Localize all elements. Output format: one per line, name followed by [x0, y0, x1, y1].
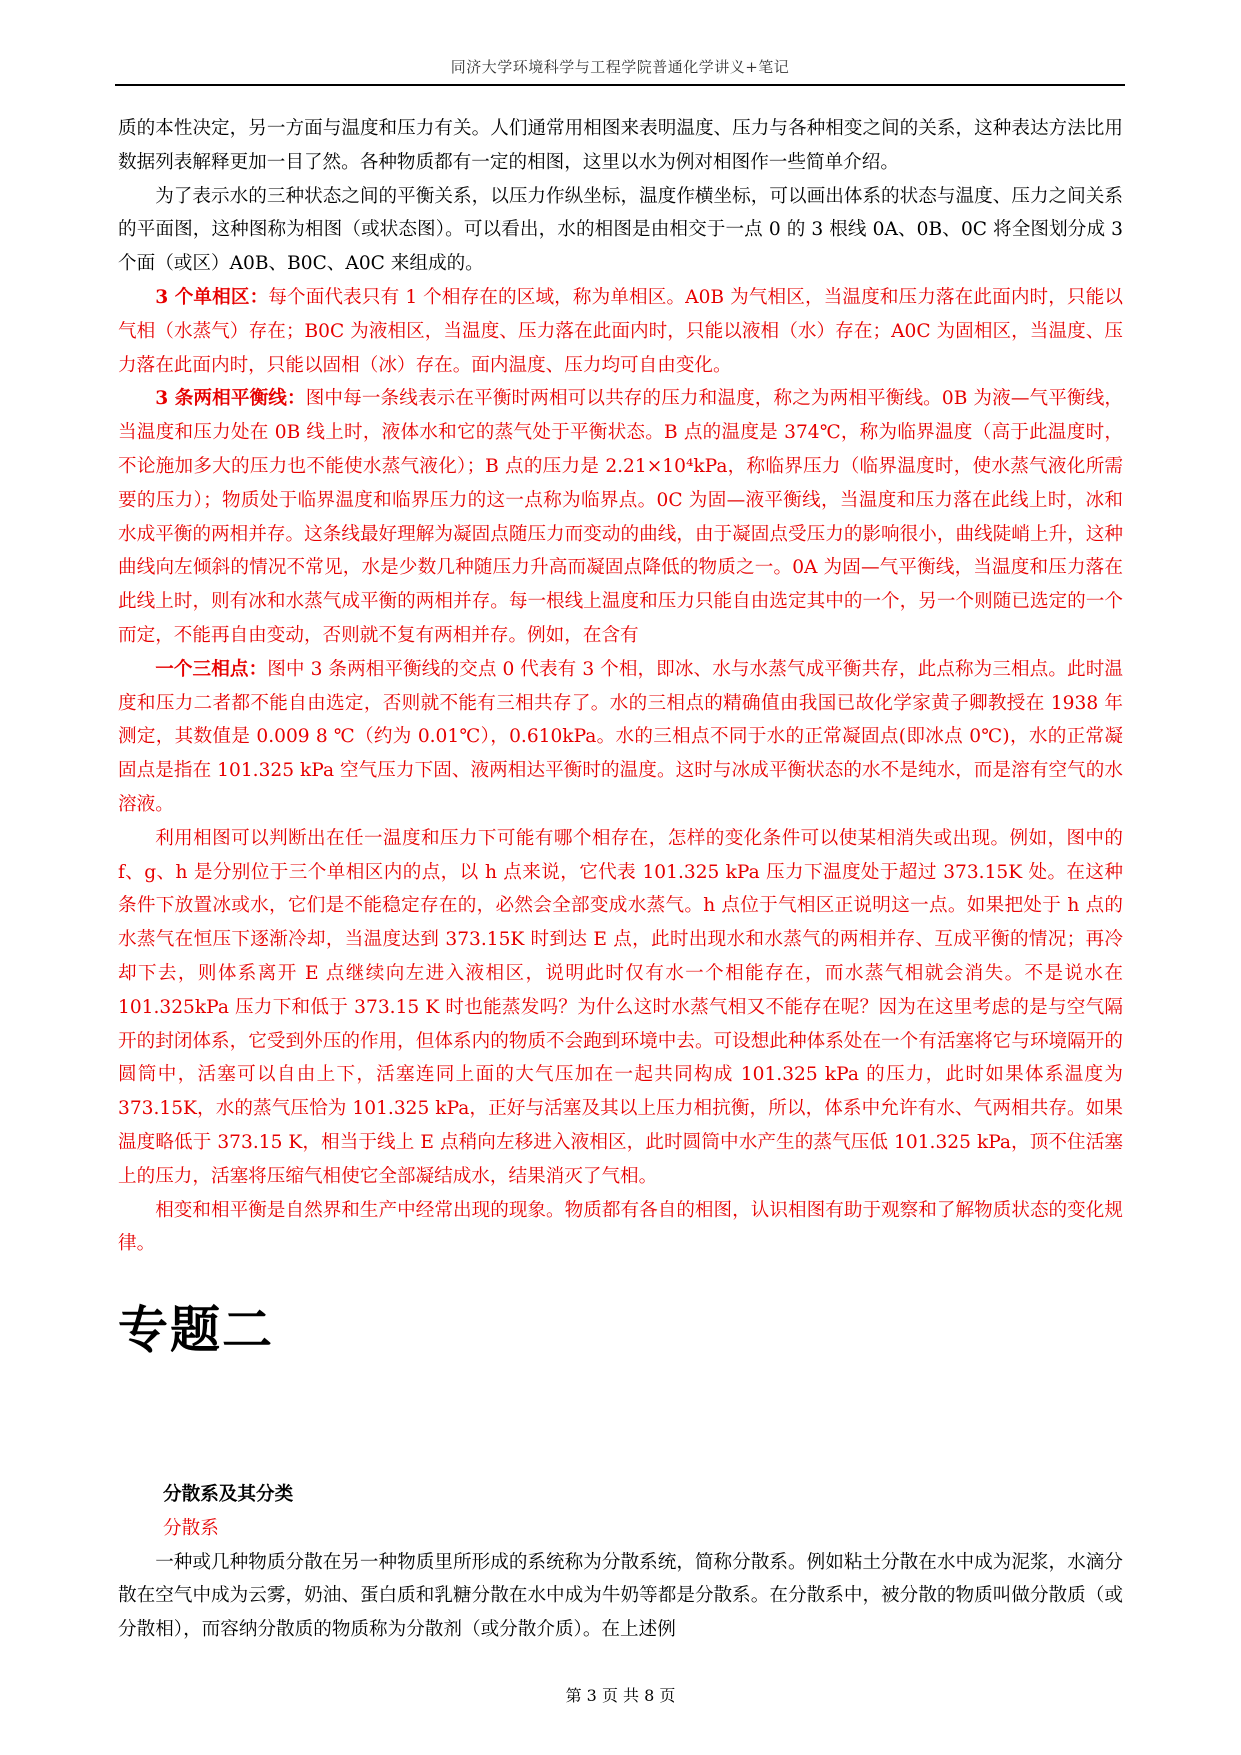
paragraph-summary: 相变和相平衡是自然界和生产中经常出现的现象。物质都有各自的相图，认识相图有助于观察和了解物质状态的变化规律。 — [118, 1199, 1123, 1255]
section-heading: 分散系及其分类 — [163, 1484, 294, 1505]
section-paragraph: 一种或几种物质分散在另一种物质里所形成的系统称为分散系统，简称分散系。例如粘土分散在水中成为泥浆，水滴分散在空气中成为云雾，奶油、蛋白质和乳糖分散在水中成为牛奶等都是分散系。在分散系中，被分散的物质叫做分散质（或分散相），而容纳分散质的物质称为分散剂（或分散介质）。在上述例 — [118, 1551, 1123, 1641]
term-triple-point: 一个三相点： — [155, 658, 268, 680]
main-body — [118, 112, 1123, 1261]
term-single-phase: 3 个单相区： — [155, 286, 269, 308]
text-single-phase: 每个面代表只有 1 个相存在的区域，称为单相区。A0B 为气相区，当温度和压力落在此面内时，只能以气相（水蒸气）存在；B0C 为液相区，当温度、压力落在此面内时，只能以液相（水）存在；A0C 为固相区，当温度、压力落在此面内时，只能以固相（冰）存在。面内温度、压力均可自由变化。 — [118, 286, 1123, 376]
section-dispersion — [118, 1478, 1123, 1647]
header-divider — [115, 84, 1125, 86]
text-triple-point: 图中 3 条两相平衡线的交点 0 代表有 3 个相，即冰、水与水蒸气成平衡共存，此点称为三相点。此时温度和压力二者都不能自由选定，否则就不能有三相共存了。水的三相点的精确值由我国已故化学家黄子卿教授在 1938 年测定，其数值是 0.009 8 ℃（约为 0.01℃），0.610kPa。水的三相点不同于水的正常凝固点(即冰点 0℃)，水的正常凝固点是指在 101.325 kPa 空气压力下固、液两相达平衡时的温度。这时与冰成平衡状态的水不是纯水，而是溶有空气的水溶液。 — [118, 658, 1123, 815]
page-number: 第 3 页 共 8 页 — [565, 1686, 676, 1705]
paragraph-phase-usage: 利用相图可以判断出在任一温度和压力下可能有哪个相存在，怎样的变化条件可以使某相消失或出现。例如，图中的 f、g、h 是分别位于三个单相区内的点，以 h 点来说，它代表 101.325 kPa 压力下温度处于超过 373.15K 处。在这种条件下放置冰或水，它们是不能稳定存在的，必然会全部变成水蒸气。h 点位于气相区正说明这一点。如果把处于 h 点的水蒸气在恒压下逐渐冷却，当温度达到 373.15K 时到达 E 点，此时出现水和水蒸气的两相并存、互成平衡的情况；再冷却下去，则体系离开 E 点继续向左进入液相区，说明此时仅有水一个相能存在，而水蒸气相就会消失。不是说水在 101.325kPa 压力下和低于 373.15 K 时也能蒸发吗？为什么这时水蒸气相又不能存在呢？因为在这里考虑的是与空气隔开的封闭体系，它受到外压的作用，但体系内的物质不会跑到环境中去。可设想此种体系处在一个有活塞将它与环境隔开的圆筒中，活塞可以自由上下，活塞连同上面的大气压加在一起共同构成 101.325 kPa 的压力，此时如果体系温度为 373.15K，水的蒸气压恰为 101.325 kPa，正好与活塞及其以上压力相抗衡，所以，体系中允许有水、气两相共存。如果温度略低于 373.15 K，相当于线上 E 点稍向左移进入液相区，此时圆筒中水产生的蒸气压低 101.325 kPa，顶不住活塞上的压力，活塞将压缩气相使它全部凝结成水，结果消灭了气相。 — [118, 827, 1123, 1187]
text-two-phase: 图中每一条线表示在平衡时两相可以共存的压力和温度，称之为两相平衡线。0B 为液—气平衡线，当温度和压力处在 0B 线上时，液体水和它的蒸气处于平衡状态。B 点的温度是 374℃，称为临界温度（高于此温度时，不论施加多大的压力也不能使水蒸气液化）；B 点的压力是 2.21×10⁴kPa，称临界压力（临界温度时，使水蒸气液化所需要的压力）；物质处于临界温度和临界压力的这一点称为临界点。0C 为固—液平衡线，当温度和压力落在此线上时，冰和水成平衡的两相并存。这条线最好理解为凝固点随压力而变动的曲线，由于凝固点受压力的影响很小，曲线陡峭上升，这种曲线向左倾斜的情况不常见，水是少数几种随压力升高而凝固点降低的物质之一。0A 为固—气平衡线，当温度和压力落在此线上时，则有冰和水蒸气成平衡的两相并存。每一根线上温度和压力只能自由选定其中的一个，另一个则随已选定的一个而定，不能再自由变动，否则就不复有两相并存。例如，在含有 — [118, 388, 1123, 646]
page-header-title: 同济大学环境科学与工程学院普通化学讲义+笔记 — [450, 58, 790, 76]
paragraph-two-phase — [118, 382, 1123, 652]
paragraph-phase-diagram: 为了表示水的三种状态之间的平衡关系，以压力作纵坐标，温度作横坐标，可以画出体系的状态与温度、压力之间关系的平面图，这种图称为相图（或状态图）。可以看出，水的相图是由相交于一点 0 的 3 根线 0A、0B、0C 将全图划分成 3 个面（或区）A0B、B0C、A0C 来组成的。 — [118, 185, 1123, 275]
term-two-phase: 3 条两相平衡线： — [155, 388, 306, 410]
section-subheading: 分散系 — [163, 1517, 219, 1539]
topic-heading: 专题二 — [118, 1300, 274, 1359]
paragraph-single-phase — [118, 281, 1123, 382]
paragraph-triple-point — [118, 653, 1123, 822]
paragraph-intro: 质的本性决定，另一方面与温度和压力有关。人们通常用相图来表明温度、压力与各种相变之间的关系，这种表达方法比用数据列表解释更加一目了然。各种物质都有一定的相图，这里以水为例对相图作一些简单介绍。 — [118, 118, 1123, 173]
